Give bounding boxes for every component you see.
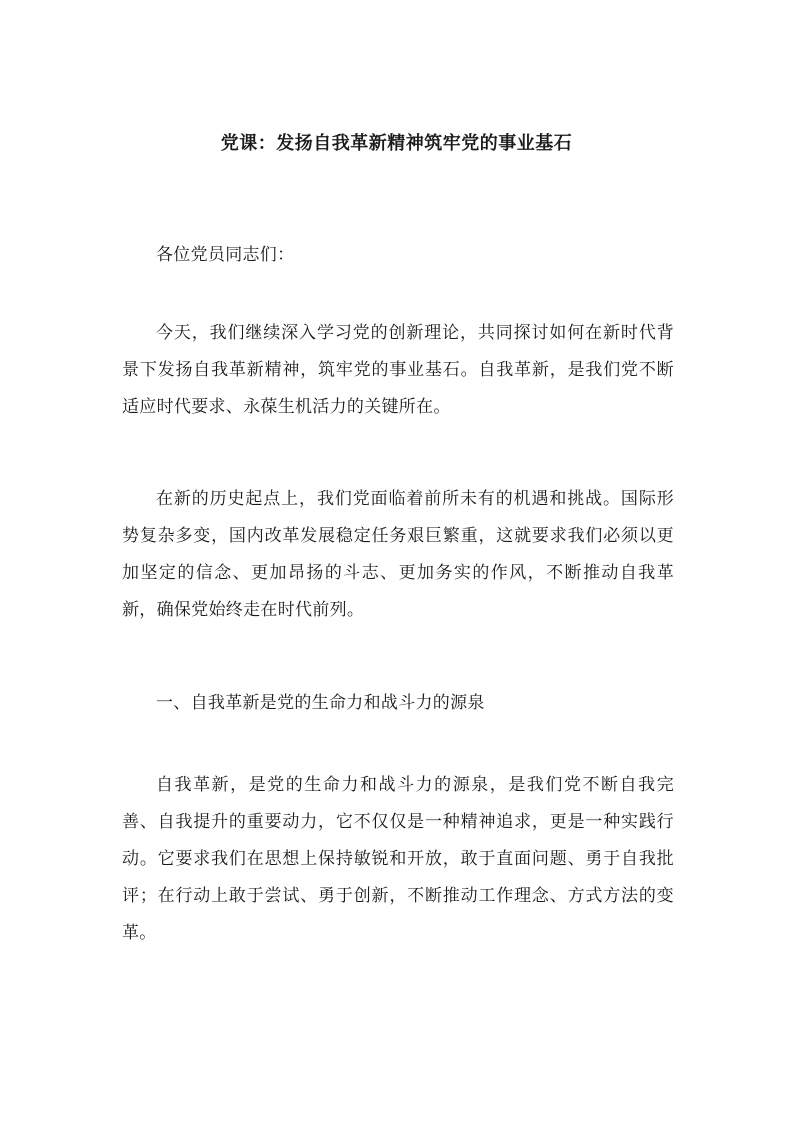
section-paragraph: 自我革新，是党的生命力和战斗力的源泉，是我们党不断自我完善、自我提升的重要动力，它不仅仅是一种精神追求，更是一种实践行动。它要求我们在思想上保持敏锐和开放，敢于直面问题、勇于自我批评；在行动上敢于尝试、勇于创新，不断推动工作理念、方式方法的变革。 — [122, 775, 674, 943]
document-title: 党课：发扬自我革新精神筑牢党的事业基石 — [220, 133, 573, 154]
body-paragraph: 在新的历史起点上，我们党面临着前所未有的机遇和挑战。国际形势复杂多变，国内改革发展稳定任务艰巨繁重，这就要求我们必须以更加坚定的信念、更加昂扬的斗志、更加务实的作风，不断推动自我革新，确保党始终走在时代前列。 — [122, 489, 674, 620]
greeting-paragraph: 各位党员同志们： — [156, 245, 295, 265]
section-heading: 一、自我革新是党的生命力和战斗力的源泉 — [156, 693, 485, 713]
body-paragraph: 今天，我们继续深入学习党的创新理论，共同探讨如何在新时代背景下发扬自我革新精神，筑牢党的事业基石。自我革新，是我们党不断适应时代要求、永葆生机活力的关键所在。 — [122, 323, 674, 417]
